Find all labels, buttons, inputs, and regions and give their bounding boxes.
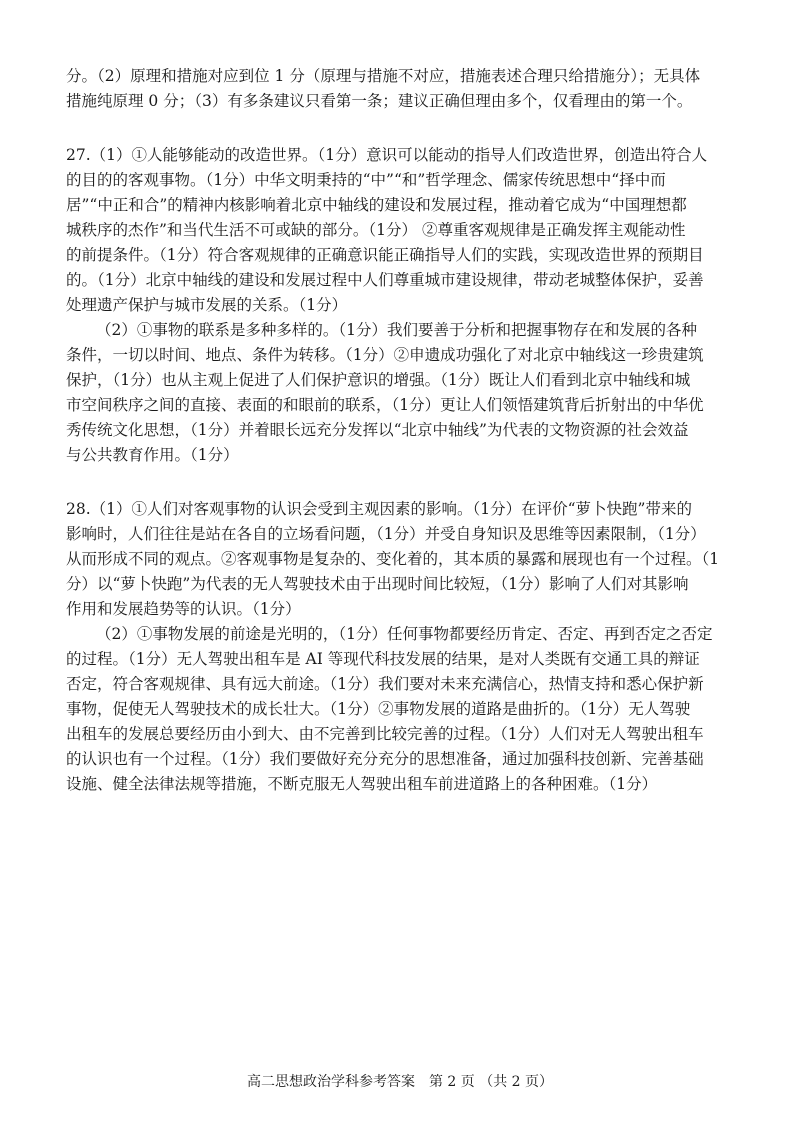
text-line: 事物，促使无人驾驶技术的成长壮大。（1分）②事物发展的道路是曲折的。（1分）无人驾驶 [66, 700, 691, 718]
text-line: 与公共教育作用。（1分） [66, 446, 239, 464]
text-line: 的目的的客观事物。（1分）中华文明秉持的“中”“和”哲学理念、儒家传统思想中“择中而 [66, 171, 666, 189]
answer-key-page [66, 64, 734, 826]
text-line: 居”“中正和合”的精神内核影响着北京中轴线的建设和发展过程，推动着它成为“中国理想都 [66, 196, 687, 214]
text-line: 条件，一切以时间、地点、条件为转移。（1分）②申遗成功强化了对北京中轴线这一珍贵建筑 [66, 346, 704, 364]
text-line: 出租车的发展总要经历由小到大、由不完善到比较完善的过程。（1分）人们对无人驾驶出租车 [66, 725, 704, 743]
text-line: 27.（1）①人能够能动的改造世界。（1分）意识可以能动的指导人们改造世界，创造出符合人 [66, 146, 708, 164]
page-footer: 高二思想政治学科参考答案 第 2 页 （共 2 页） [246, 1074, 554, 1090]
text-line: 市空间秩序之间的直接、表面的和眼前的联系，（1分）更让人们领悟建筑背后折射出的中华优 [66, 396, 704, 414]
answer-27-part-2 [66, 318, 734, 468]
text-line: 的。（1分）北京中轴线的建设和发展过程中人们尊重城市建设规律，带动老城整体保护，妥善 [66, 271, 704, 289]
answer-28 [66, 497, 734, 797]
text-line: 措施纯原理 0 分；（3）有多条建议只看第一条；建议正确但理由多个，仅看理由的第一个。 [66, 92, 693, 110]
text-line: 28.（1）①人们对客观事物的认识会受到主观因素的影响。（1分）在评价“萝卜快跑”带来的 [66, 500, 692, 518]
text-line: （2）①事物的联系是多种多样的。（1分）我们要善于分析和把握事物存在和发展的各种 [96, 321, 697, 339]
answer-28-part-2 [66, 622, 734, 797]
text-line: 的认识也有一个过程。（1分）我们要做好充分充分的思想准备，通过加强科技创新、完善基础 [66, 750, 704, 768]
text-line: 设施、健全法律法规等措施，不断克服无人驾驶出租车前进道路上的各种困难。（1分） [66, 775, 658, 793]
answer-27 [66, 143, 734, 468]
text-line: 作用和发展趋势等的认识。（1分） [66, 600, 301, 618]
text-line: 从而形成不同的观点。②客观事物是复杂的、变化着的，其本质的暴露和展现也有一个过程。（1 [66, 550, 720, 568]
answer-27-part-1 [66, 143, 734, 318]
text-line: 的前提条件。（1分）符合客观规律的正确意识能正确指导人们的实践，实现改造世界的预期目 [66, 246, 704, 264]
text-line: 的过程。（1分）无人驾驶出租车是 AI 等现代科技发展的结果，是对人类既有交通工具的辩证 [66, 650, 700, 668]
text-line: 秀传统文化思想，（1分）并着眼长远充分发挥以“北京中轴线”为代表的文物资源的社会效益 [66, 421, 689, 439]
answer-28-part-1 [66, 497, 734, 622]
text-line: 否定，符合客观规律、具有远大前途。（1分）我们要对未来充满信心，热情支持和悉心保护新 [66, 675, 704, 693]
text-line: （2）①事物发展的前途是光明的，（1分）任何事物都要经历肯定、否定、再到否定之否定 [96, 625, 713, 643]
text-line: 处理遗产保护与城市发展的关系。（1分） [66, 296, 348, 314]
text-line: 影响时，人们往往是站在各自的立场看问题，（1分）并受自身知识及思维等因素限制，（1分） [66, 525, 706, 543]
text-line: 城秩序的杰作”和当代生活不可或缺的部分。（1分） ②尊重客观规律是正确发挥主观能动性 [66, 221, 686, 239]
text-line: 分）以“萝卜快跑”为代表的无人驾驶技术由于出现时间比较短，（1分）影响了人们对其影响 [66, 575, 689, 593]
scoring-notes-continued [66, 64, 734, 114]
text-line: 保护，（1分）也从主观上促进了人们保护意识的增强。（1分）既让人们看到北京中轴线和城 [66, 371, 691, 389]
text-line: 分。（2）原理和措施对应到位 1 分（原理与措施不对应，措施表述合理只给措施分）；无具体 [66, 67, 701, 85]
